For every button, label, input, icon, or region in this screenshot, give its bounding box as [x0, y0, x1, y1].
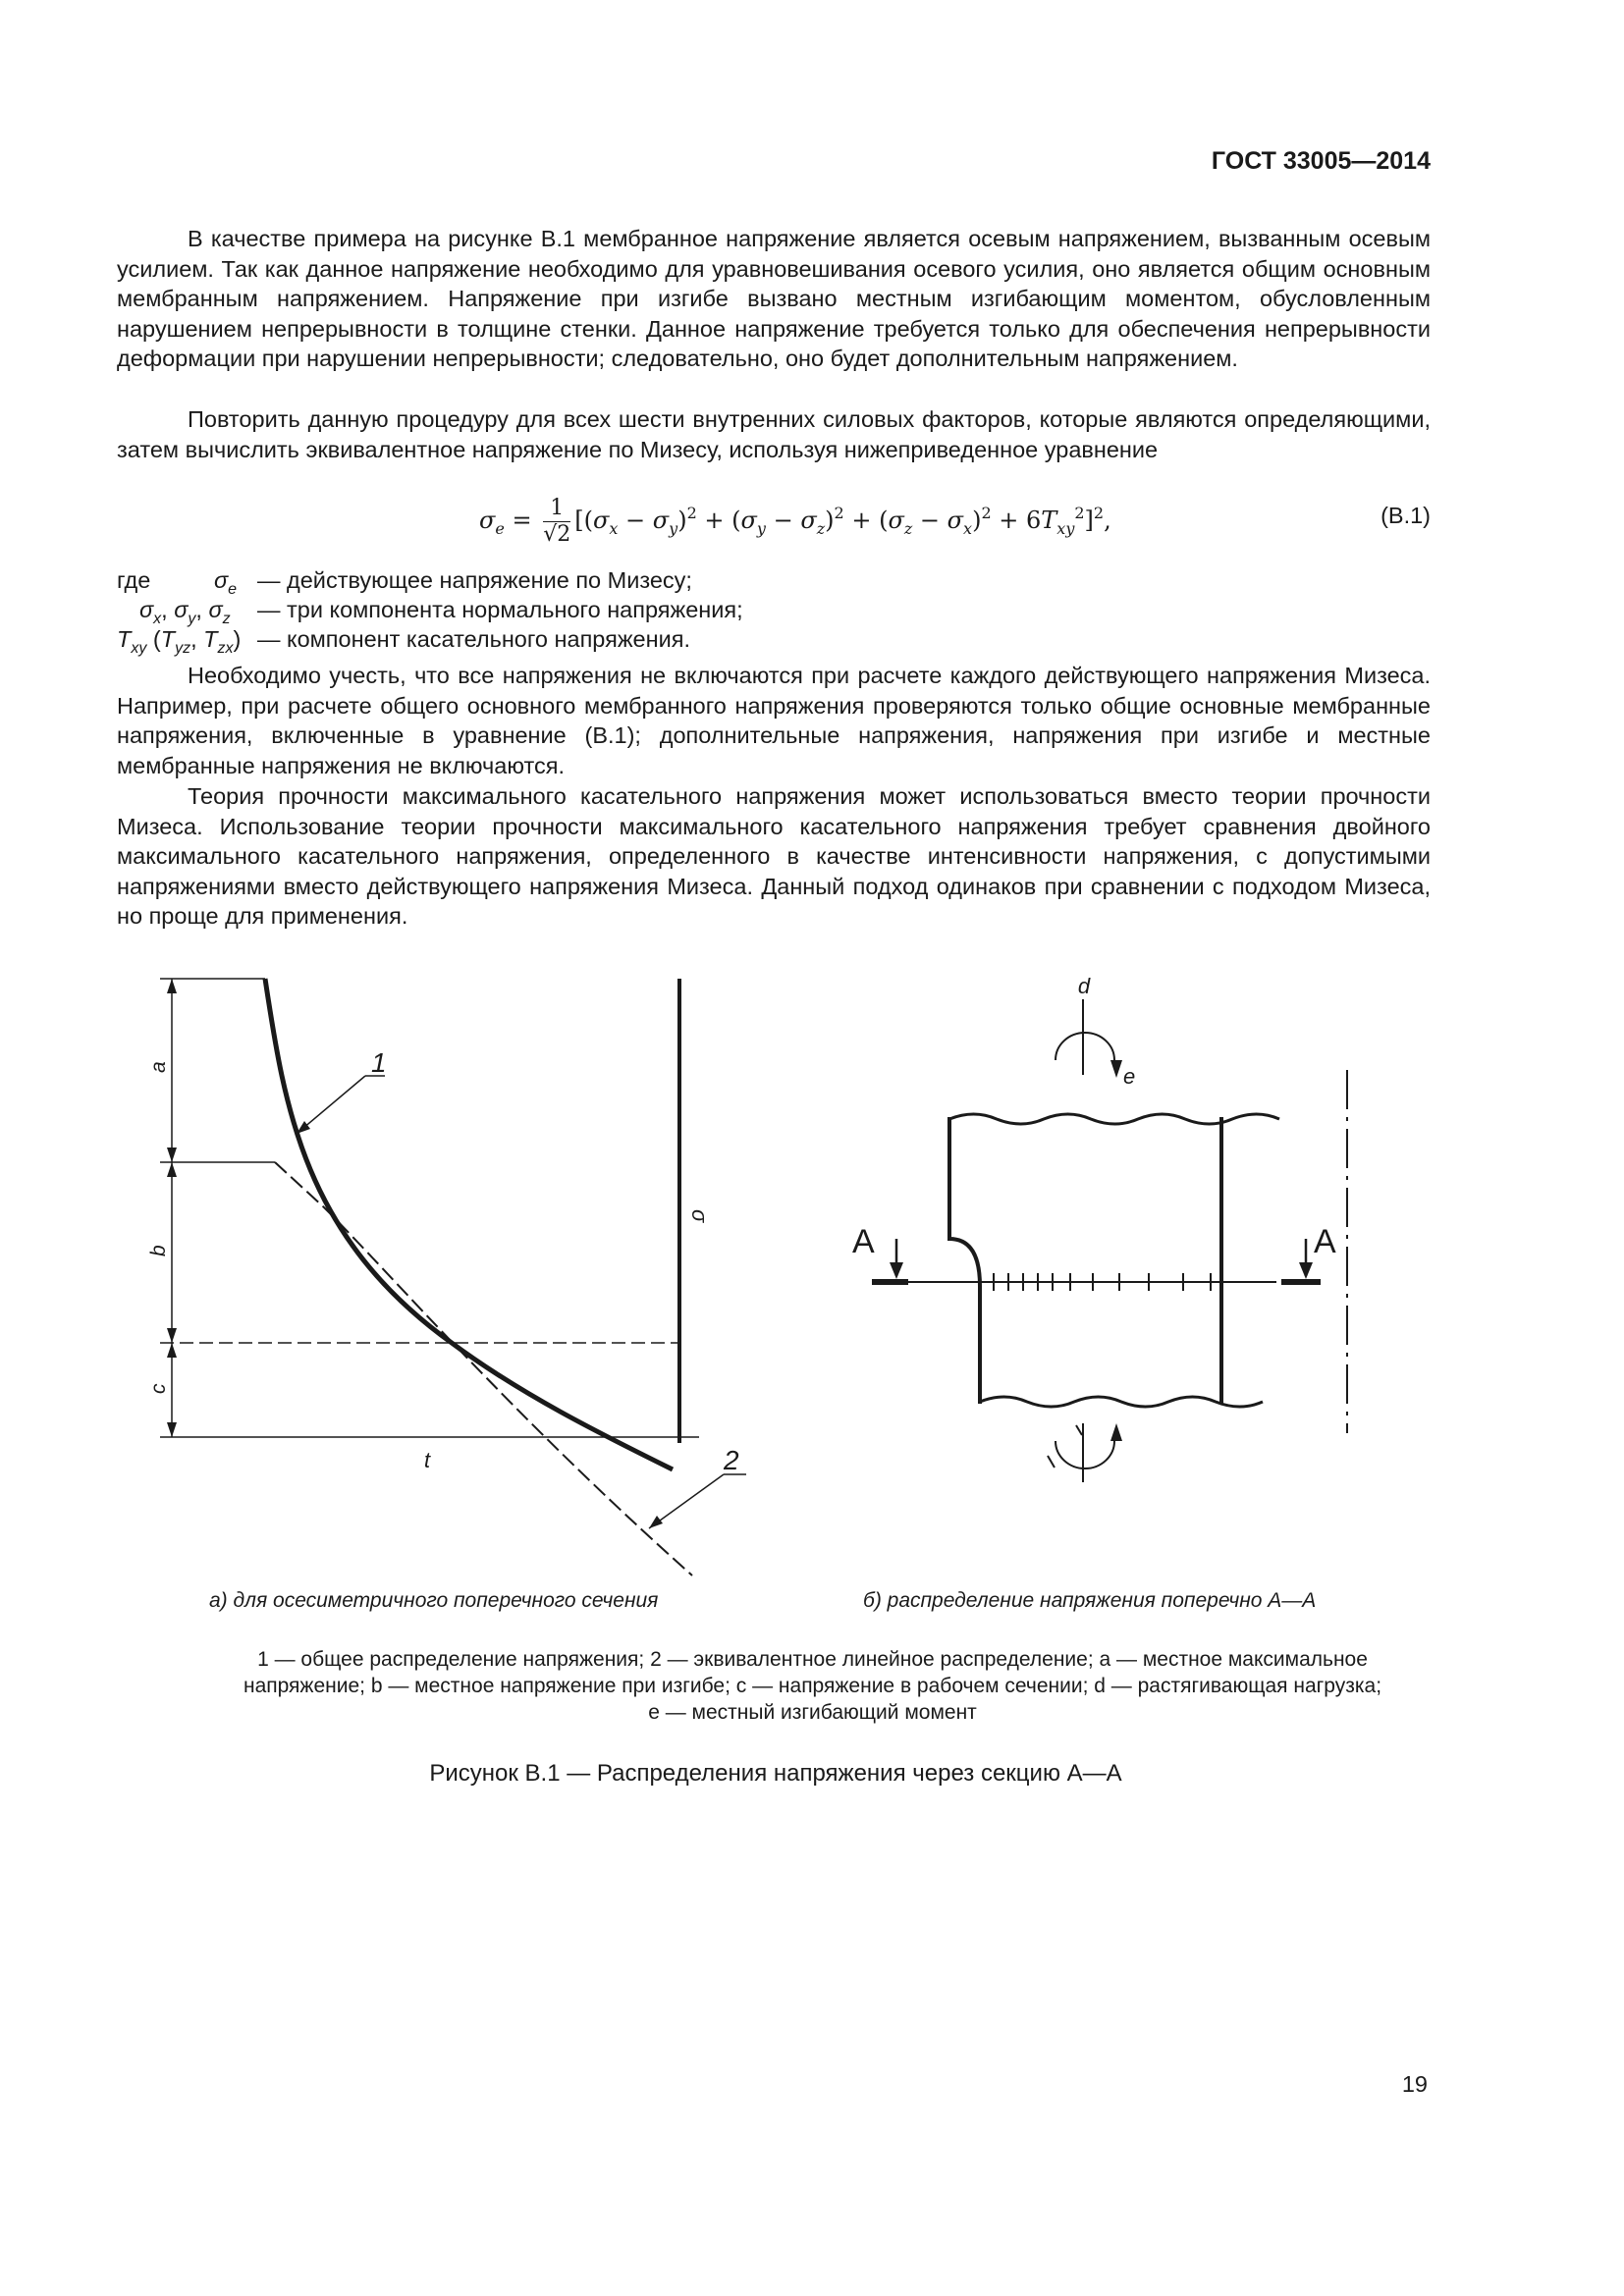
- label-sigma: σ: [687, 1209, 712, 1223]
- figure-title: Рисунок В.1 — Распределения напряжения через секцию А—А: [429, 1760, 1122, 1787]
- paragraph-4: Теория прочности максимального касательного напряжения может использоваться вместо теории прочности Мизеса. Использование теории прочности максимального касательного напряжения требует сравнения двойного максимального касательного напряжения, определенного в качестве интенсивности напряжения, с допустимыми напряжениями вместо действующего напряжения Мизеса. Данный подход одинаков при сравнении с подходом Мизеса, но проще для применения.: [117, 783, 1431, 929]
- labels-a: [147, 1047, 739, 1475]
- where-symbol-1: $\sigma_e$: [214, 567, 238, 598]
- page-number: 19: [1401, 2071, 1428, 2097]
- document-header: ГОСТ 33005—2014: [1211, 147, 1431, 175]
- formula-number: (В.1): [1380, 503, 1431, 528]
- label-b: b: [147, 1245, 170, 1256]
- caption-a: а) для осесиметричного поперечного сечения: [209, 1589, 659, 1612]
- where-desc-2: — три компонента нормального напряжения;: [257, 597, 743, 622]
- label-d: d: [1077, 974, 1091, 998]
- stress-diagram-a: [160, 979, 746, 1575]
- total-stress-curve: [265, 979, 673, 1469]
- where-desc-1: — действующее напряжение по Мизесу;: [257, 567, 692, 593]
- figure-legend: [157, 1646, 1468, 1726]
- label-a: a: [147, 1061, 170, 1073]
- labels-b: [852, 974, 1336, 1260]
- where-symbol-2: $\sigma_x$, $\sigma_y$, $\sigma_z$: [139, 597, 231, 627]
- legend-line-1: 1 — общее распределение напряжения; 2 — эквивалентное линейное распределение; a — местное максимальное: [257, 1648, 1368, 1671]
- paragraph-1: В качестве примера на рисунке В.1 мембранное напряжение является осевым напряжением, вызванным осевым усилием. Так как данное напряжение необходимо для уравновешивания осевого усилия, оно является общим основным мембранным напряжением. Напряжение при изгибе вызвано местным изгибающим моментом, обусловленным нарушением непрерывности в толщине стенки. Данное напряжение требуется только для обеспечения непрерывности деформации при нарушении непрерывности; следовательно, оно будет дополнительным напряжением.: [117, 226, 1431, 371]
- section-label-left: A: [852, 1223, 875, 1260]
- legend-line-2: напряжение; b — местное напряжение при изгибе; c — напряжение в рабочем сечении; d — растягивающая нагрузка;: [243, 1675, 1382, 1697]
- formula-fraction: $\frac{1}{√2}$: [543, 496, 571, 547]
- label-curve-2: 2: [724, 1445, 739, 1475]
- paragraph-2: Повторить данную процедуру для всех шести внутренних силовых факторов, которые являются определяющими, затем вычислить эквивалентное напряжение по Мизесу, используя нижеприведенное уравнение: [117, 406, 1431, 462]
- where-symbol-3: $T_{xy}$ ($T_{yz}$, $T_{zx}$): [117, 626, 242, 657]
- where-desc-3: — компонент касательного напряжения.: [257, 626, 690, 652]
- legend-line-3: e — местный изгибающий момент: [648, 1701, 977, 1724]
- section-diagram-b: [872, 999, 1347, 1482]
- section-label-right: A: [1314, 1223, 1336, 1260]
- caption-b: б) распределение напряжения поперечно А—А: [863, 1589, 1317, 1612]
- label-c: c: [147, 1383, 170, 1394]
- label-e: e: [1123, 1064, 1136, 1089]
- paragraph-3: Необходимо учесть, что все напряжения не включаются при расчете каждого действующего напряжения Мизеса. Например, при расчете общего основного мембранного напряжения проверяются только общие основные мембранные напряжения, включенные в уравнение (В.1); дополнительные напряжения, напряжения при изгибе и местные мембранные напряжения не включаются.: [117, 663, 1431, 778]
- label-t: t: [424, 1448, 431, 1472]
- where-word: где: [117, 567, 151, 593]
- von-mises-formula: $\sigma_e$ = $\frac{1}{√2}$ $[(\sigma_x - \sigma_y)^2 + (\sigma_y - \sigma_z)^2 + (\sigma_z - \sigma_x)^2 + 6T_{xy}^2]^2$,: [479, 496, 1111, 547]
- label-curve-1: 1: [371, 1047, 387, 1078]
